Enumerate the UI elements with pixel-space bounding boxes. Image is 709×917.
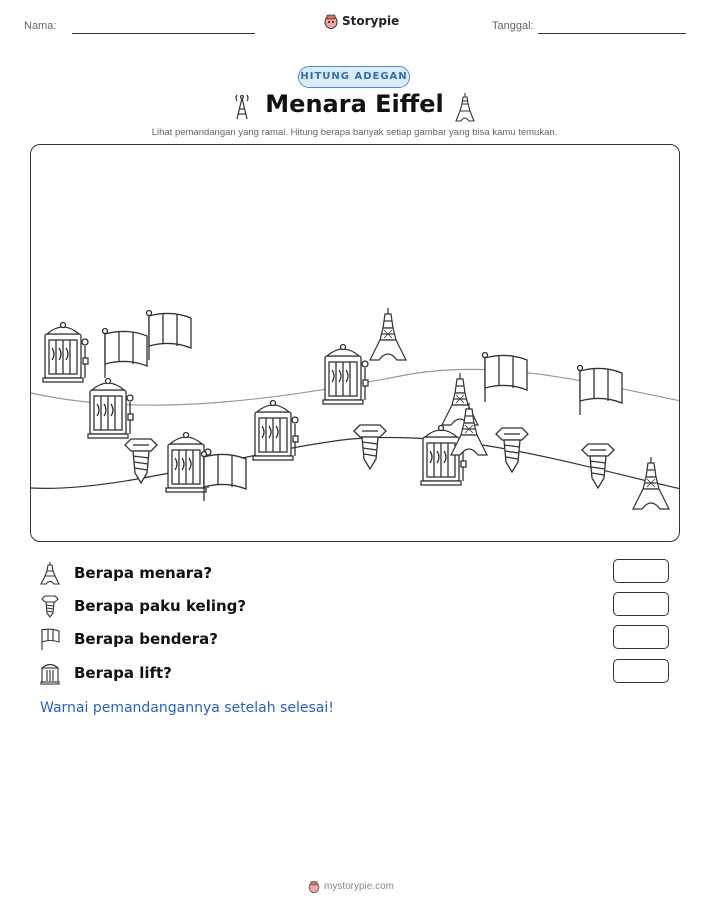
footer-site[interactable]: mystorypie.com: [324, 881, 395, 892]
scene-rivet: [354, 425, 386, 469]
date-line[interactable]: [538, 33, 686, 34]
scene-flag: [103, 329, 148, 379]
question-text: Berapa menara?: [74, 564, 213, 582]
scene-flag: [202, 452, 247, 502]
storypie-mascot-icon: [308, 880, 320, 893]
answer-box-flags[interactable]: [613, 625, 669, 649]
brand-logo: [324, 13, 399, 29]
name-line[interactable]: [72, 33, 255, 34]
date-label: Tanggal:: [492, 20, 534, 32]
scene-flag: [483, 353, 528, 403]
eiffel-tower-icon: [454, 92, 476, 122]
activity-badge: HITUNG ADEGAN: [298, 66, 410, 88]
question-elevators: [38, 659, 172, 687]
question-flags: [38, 625, 218, 653]
scene-flag: [147, 311, 192, 361]
elevator-icon: [38, 661, 62, 685]
eiffel-tower-icon: [38, 561, 62, 585]
name-label: Nama:: [24, 20, 57, 32]
storypie-mascot-icon: [324, 13, 338, 29]
rivet-icon: [38, 594, 62, 618]
scene-eiffel-tower: [633, 457, 669, 509]
question-rivets: [38, 592, 246, 620]
footer-brand: [308, 880, 394, 893]
question-text: Berapa bendera?: [74, 630, 218, 648]
scene-rivet: [496, 428, 528, 472]
scene-illustration: [31, 145, 680, 542]
scene-flag: [578, 366, 623, 416]
scene-elevator: [253, 401, 298, 461]
counting-scene[interactable]: [30, 144, 680, 542]
closing-note: Warnai pemandangannya setelah selesai!: [40, 700, 334, 716]
scene-elevator: [88, 379, 133, 439]
answer-box-rivets[interactable]: [613, 592, 669, 616]
scene-eiffel-tower: [370, 308, 406, 360]
question-towers: [38, 559, 212, 587]
answer-box-elevators[interactable]: [613, 659, 669, 683]
scene-elevator: [323, 345, 368, 405]
answer-box-towers[interactable]: [613, 559, 669, 583]
question-text: Berapa lift?: [74, 664, 172, 682]
page-title: Menara Eiffel: [265, 90, 444, 118]
question-text: Berapa paku keling?: [74, 597, 247, 615]
instructions: Lihat pemandangan yang ramai. Hitung berapa banyak setiap gambar yang bisa kamu temukan.: [151, 127, 558, 138]
brand-name: Storypie: [342, 14, 400, 28]
flag-icon: [38, 627, 62, 651]
scene-elevator: [43, 323, 88, 383]
